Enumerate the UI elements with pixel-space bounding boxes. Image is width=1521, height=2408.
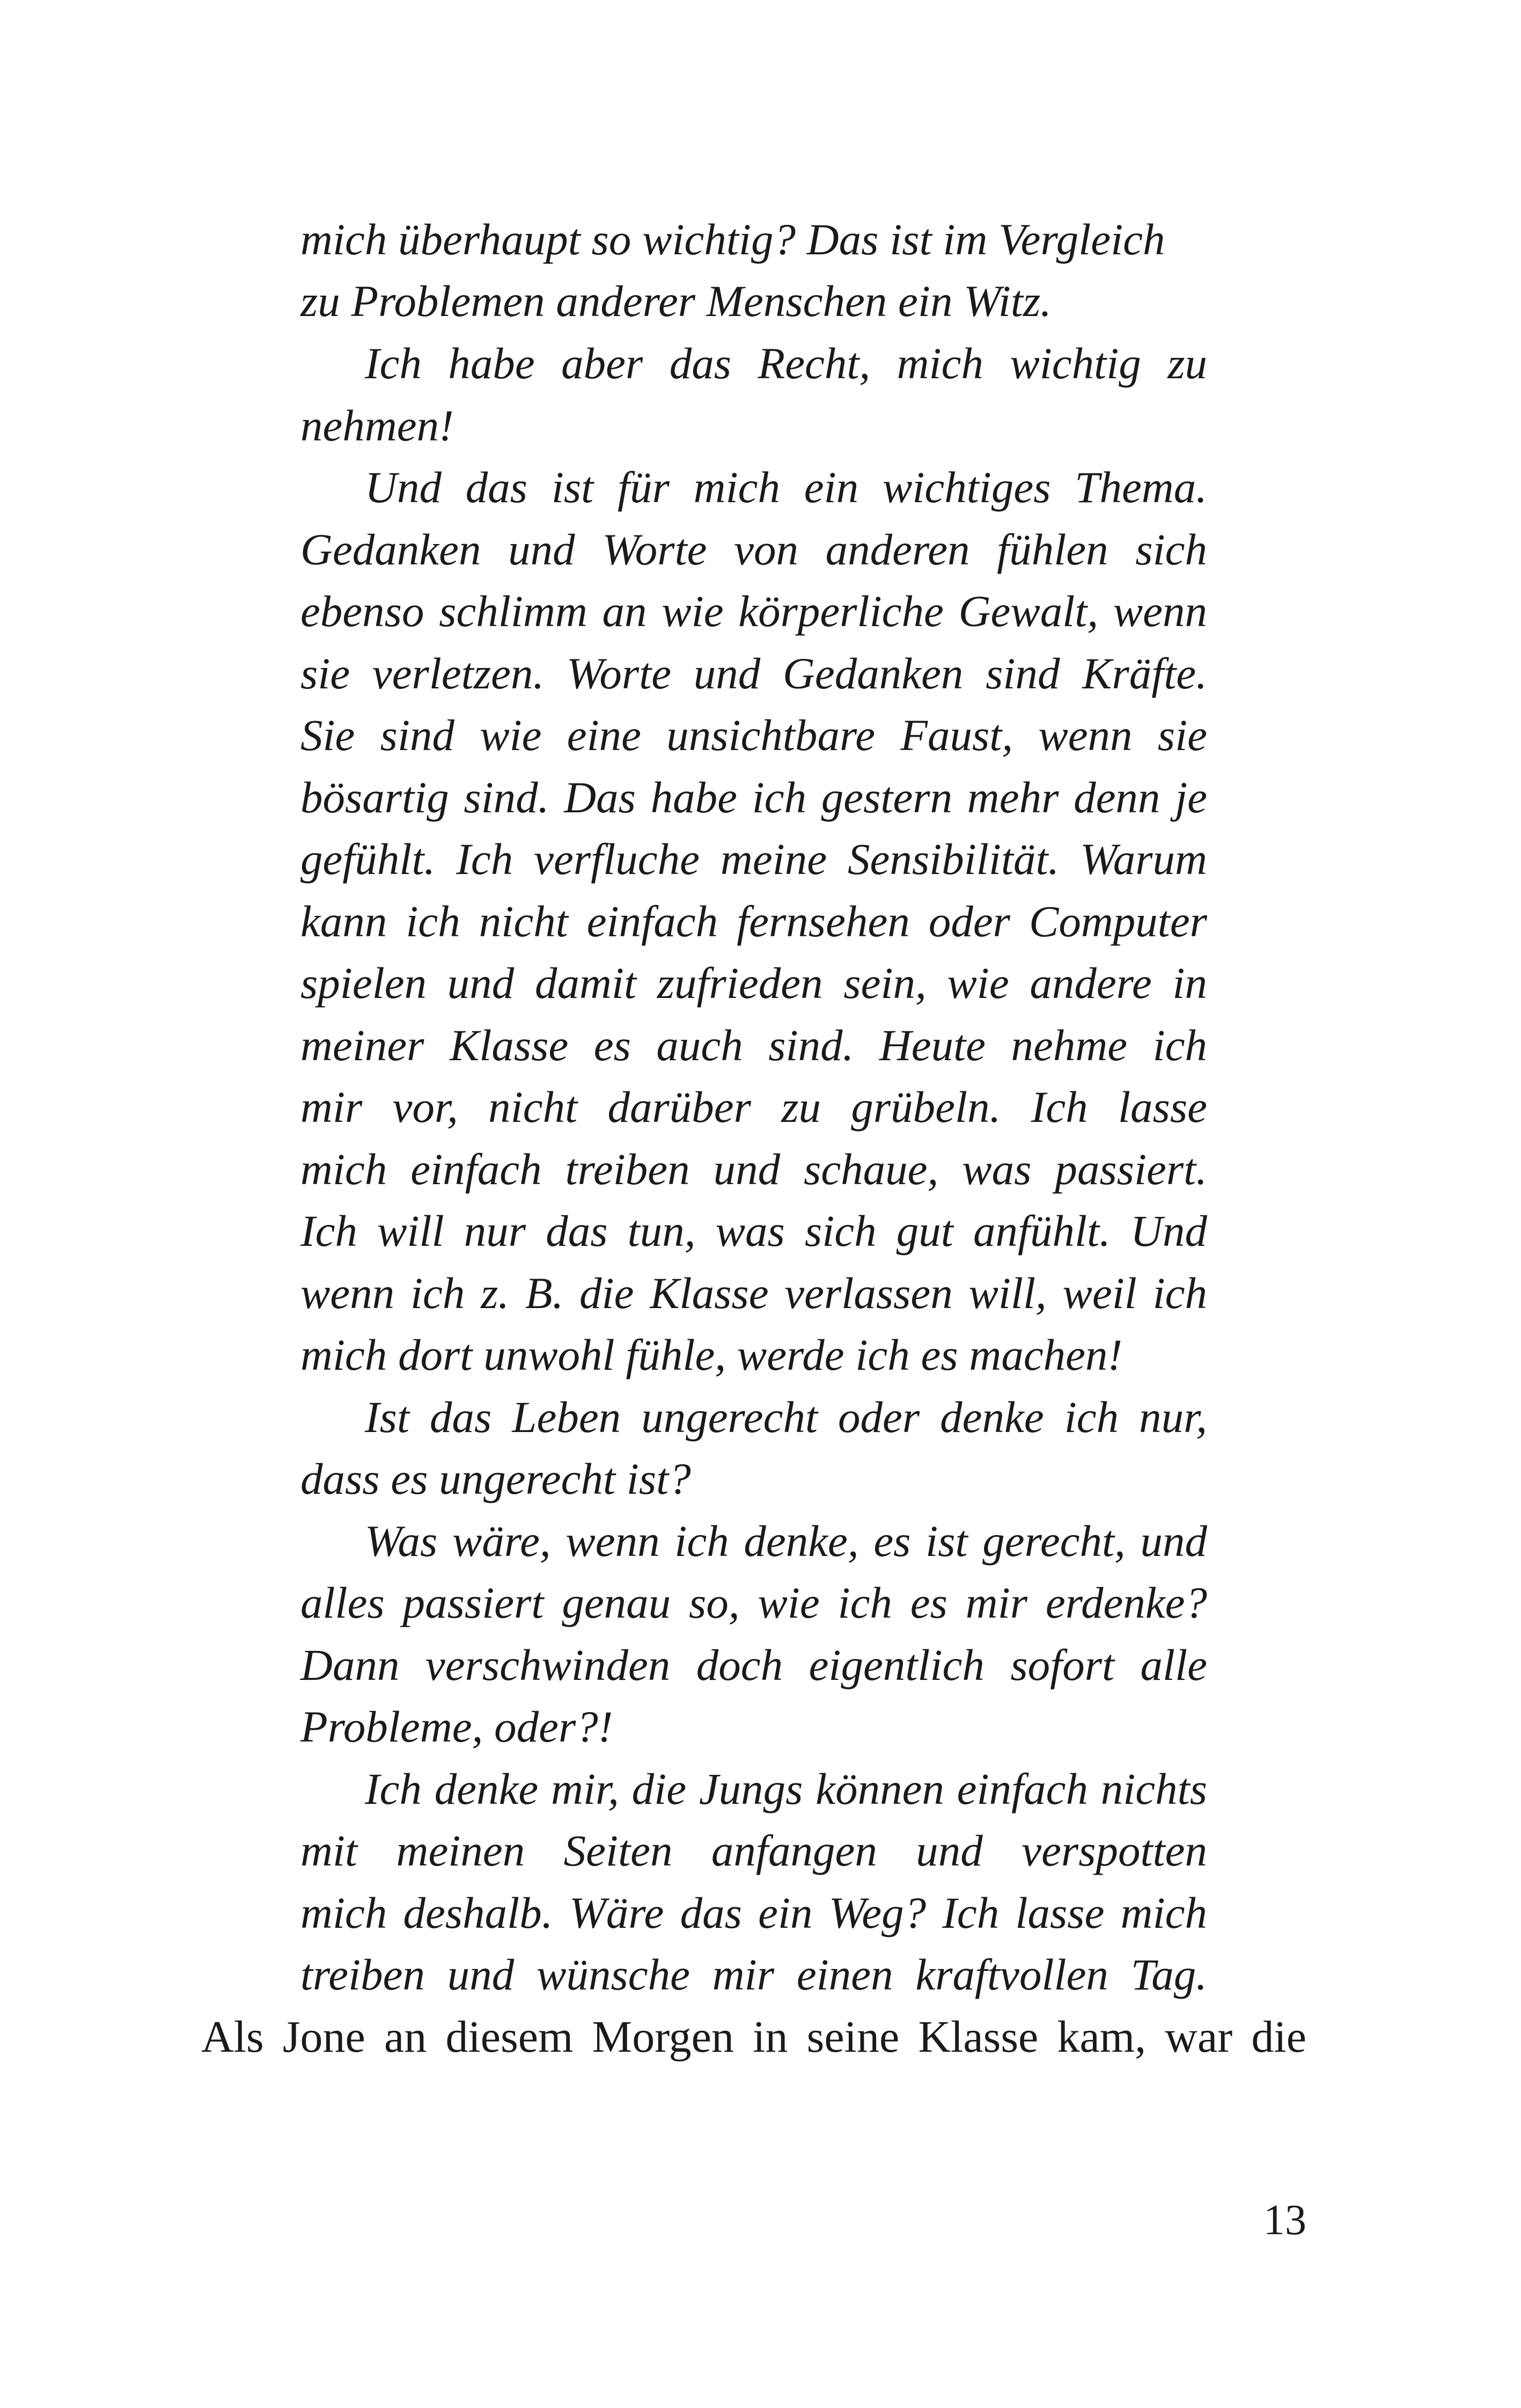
diary-line: Ich will nur das tun, was sich gut anfühlt. Und: [300, 1206, 1207, 1256]
page-number: 13: [1263, 2197, 1306, 2244]
diary-line: Dann verschwinden doch eigentlich sofort alle: [300, 1640, 1207, 1690]
diary-line: kann ich nicht einfach fernsehen oder Computer: [300, 897, 1207, 946]
diary-line: Und das ist für mich ein wichtiges Thema.: [365, 462, 1207, 512]
narrative-line: Als Jone an diesem Morgen in seine Klasse kam, war die: [201, 2012, 1306, 2062]
diary-line: mich einfach treiben und schaue, was passiert.: [300, 1144, 1207, 1194]
diary-line: Gedanken und Worte von anderen fühlen sich: [300, 525, 1207, 574]
diary-line: alles passiert genau so, wie ich es mir erdenke?: [300, 1578, 1207, 1627]
diary-line: Was wäre, wenn ich denke, es ist gerecht, und: [365, 1516, 1207, 1566]
diary-line: gefühlt. Ich verfluche meine Sensibilität. Warum: [300, 834, 1207, 884]
diary-line: ebenso schlimm an wie körperliche Gewalt, wenn: [300, 586, 1207, 636]
diary-line: mit meinen Seiten anfangen und verspotten: [300, 1826, 1207, 1875]
diary-line: Ist das Leben ungerecht oder denke ich nur,: [365, 1392, 1207, 1442]
diary-line: treiben und wünsche mir einen kraftvollen Tag.: [300, 1950, 1207, 1999]
diary-line: Ich habe aber das Recht, mich wichtig zu: [365, 339, 1207, 388]
diary-line: wenn ich z. B. die Klasse verlassen will, weil ich: [300, 1268, 1207, 1318]
diary-line: sie verletzen. Worte und Gedanken sind Kräfte.: [300, 649, 1207, 698]
diary-line: spielen und damit zufrieden sein, wie andere in: [300, 958, 1207, 1008]
diary-line: Sie sind wie eine unsichtbare Faust, wenn sie: [300, 710, 1207, 760]
diary-line: Probleme, oder?!: [300, 1702, 613, 1751]
diary-line: mich dort unwohl fühle, werde ich es machen!: [300, 1330, 1123, 1379]
diary-line: Ich denke mir, die Jungs können einfach nichts: [365, 1764, 1207, 1814]
diary-line: zu Problemen anderer Menschen ein Witz.: [300, 276, 1052, 326]
diary-line: mir vor, nicht darüber zu grübeln. Ich lasse: [300, 1082, 1207, 1132]
diary-line: dass es ungerecht ist?: [300, 1454, 691, 1503]
diary-line: bösartig sind. Das habe ich gestern mehr denn je: [300, 773, 1207, 822]
diary-line: nehmen!: [300, 401, 454, 450]
diary-line: meiner Klasse es auch sind. Heute nehme ich: [300, 1021, 1207, 1070]
diary-line: mich deshalb. Wäre das ein Weg? Ich lasse mich: [300, 1888, 1207, 1937]
diary-line: mich überhaupt so wichtig? Das ist im Vergleich: [300, 215, 1165, 264]
